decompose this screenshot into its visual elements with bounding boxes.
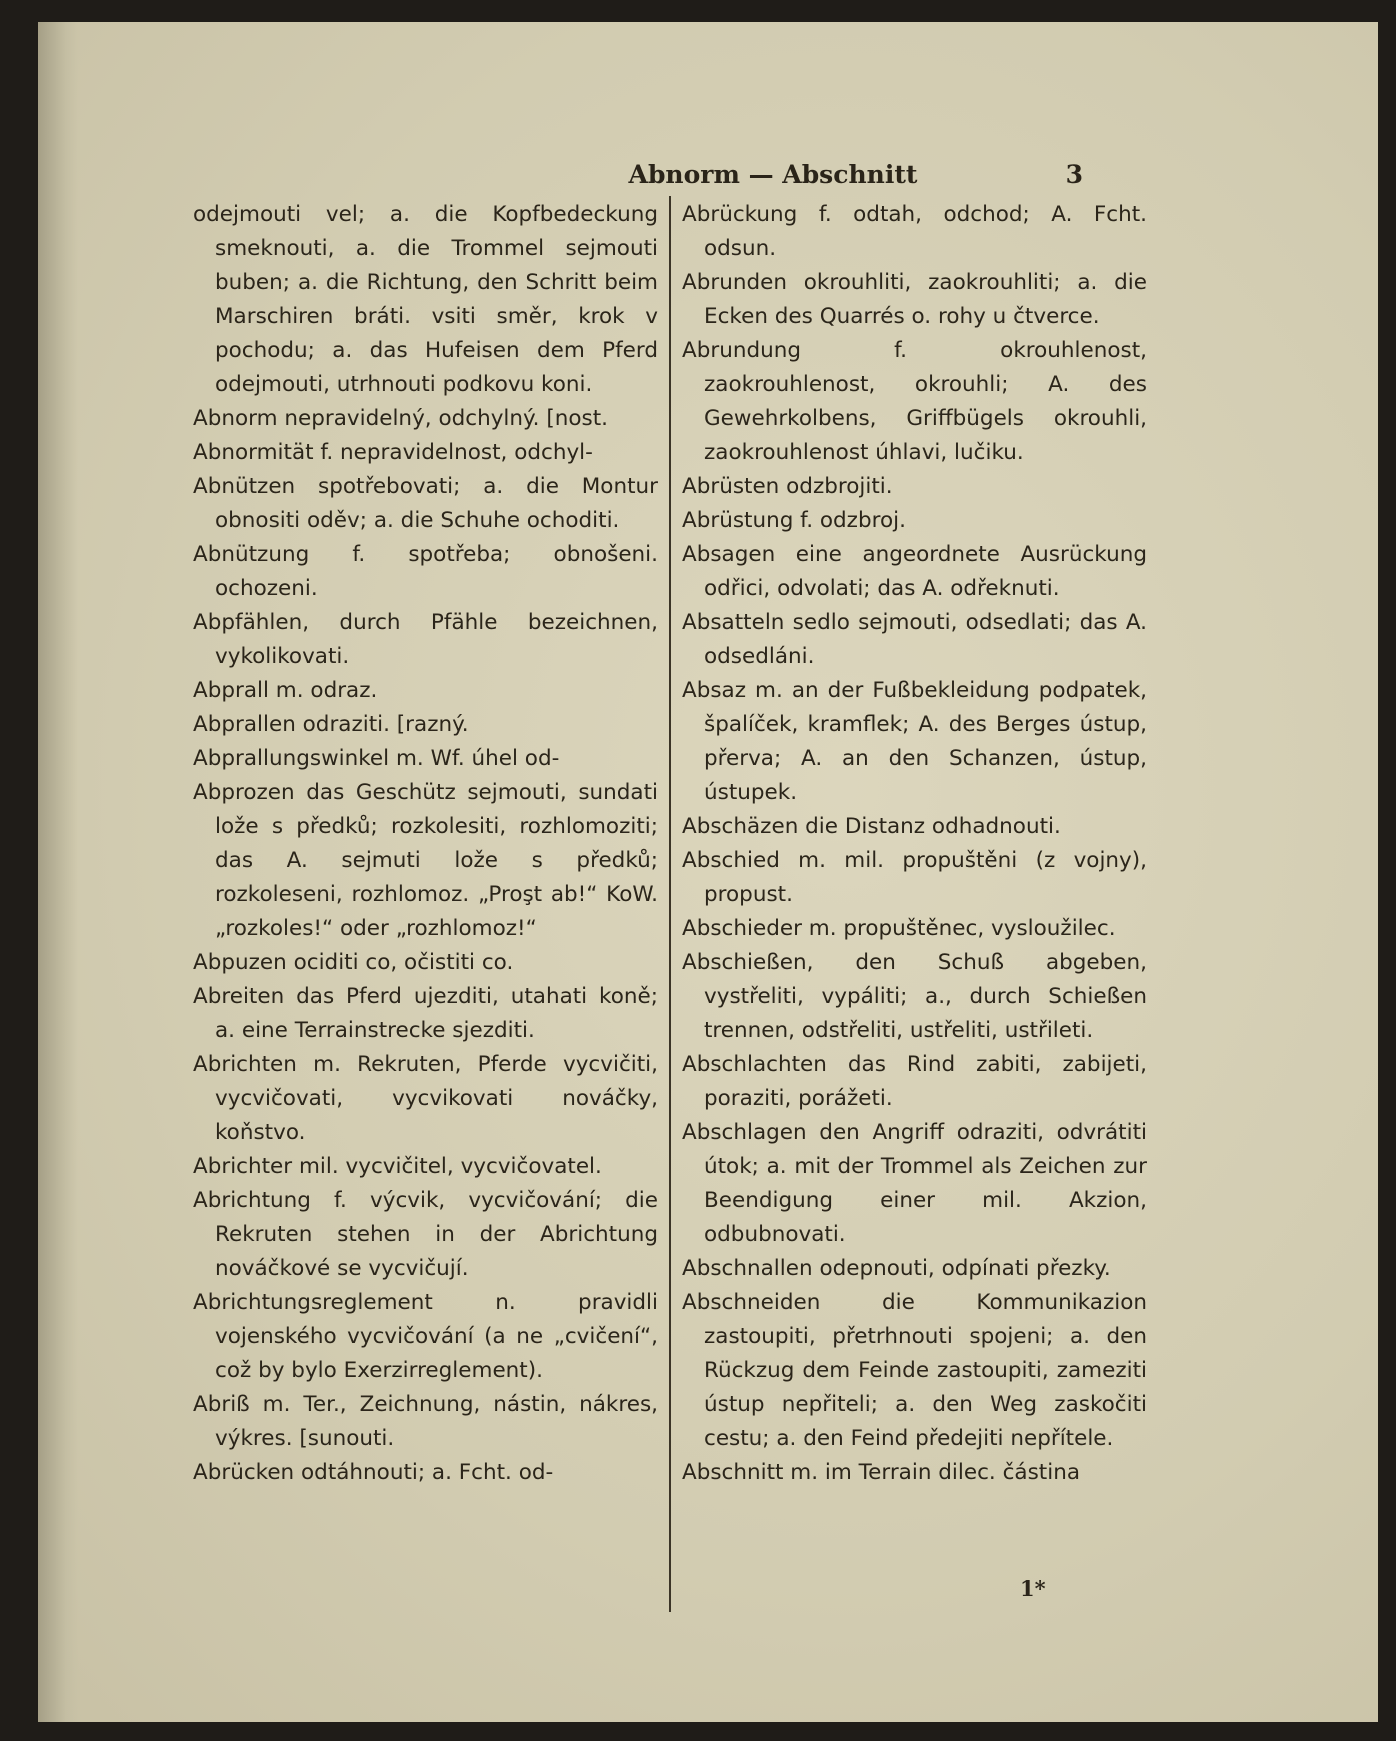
dictionary-entry: Abprall m. odraz. — [193, 678, 378, 703]
dictionary-entry: Abschied m. mil. propuštěni (z vojny), propust. — [682, 848, 1147, 907]
page-title: Abnorm — Abschnitt — [628, 160, 918, 189]
dictionary-entry: Absaz m. an der Fußbekleidung podpatek, špalíček, kramflek; A. des Berges ústup, přerva; A. an den Schanzen, ústup, ústupek. — [682, 678, 1147, 805]
dictionary-entry: Abrücken odtáhnouti; a. Fcht. od- — [193, 1460, 554, 1485]
dictionary-entry: Abprallen odraziti. [razný. — [193, 712, 469, 737]
dictionary-entry: Abschlagen den Angriff odraziti, odvrátiti útok; a. mit der Trommel als Zeichen zur Beendigung einer mil. Akzion, odbubnovati. — [682, 1120, 1147, 1247]
dictionary-entry: odejmouti vel; a. die Kopfbedeckung smeknouti, a. die Trommel sejmouti buben; a. die Richtung, den Schritt beim Marschiren bráti. vsiti směr, krok v pochodu; a. das Hufeisen dem Pferd odejmouti, utrhnouti podkovu koni. — [193, 202, 658, 397]
dictionary-entry: Abrichtungsreglement n. pravidli vojenského vycvičování (a ne „cvičení“, což by bylo Exerzirreglement). — [193, 1290, 658, 1383]
dictionary-entry: Abschnitt m. im Terrain dilec. částina — [682, 1460, 1080, 1485]
dictionary-entry: Abschnallen odepnouti, odpínati přezky. — [682, 1256, 1111, 1281]
left-column — [193, 198, 658, 1490]
dictionary-entry: Abrundung f. okrouhlenost, zaokrouhlenost, okrouhli; A. des Gewehrkolbens, Griffbügels okrouhli, zaokrouhlenost úhlavi, lučiku. — [682, 338, 1147, 465]
dictionary-entry: Abrunden okrouhliti, zaokrouhliti; a. die Ecken des Quarrés o. rohy u čtverce. — [682, 270, 1147, 329]
right-column — [682, 198, 1147, 1490]
dictionary-entry: Absagen eine angeordnete Ausrückung odřici, odvolati; das A. odřeknuti. — [682, 542, 1147, 601]
printer-signature-mark: 1* — [1020, 1576, 1046, 1601]
dictionary-entry: Abschneiden die Kommunikazion zastoupiti, přetrhnouti spojeni; a. den Rückzug dem Feinde zastoupiti, zameziti ústup nepřiteli; a. den Weg zaskočiti cestu; a. den Feind předejiti nepřítele. — [682, 1290, 1147, 1451]
column-divider — [669, 196, 671, 1612]
dictionary-entry: Abrüstung f. odzbroj. — [682, 508, 906, 533]
running-header — [523, 142, 1083, 192]
dictionary-entry: Abschäzen die Distanz odhadnouti. — [682, 814, 1061, 839]
dictionary-entry: Abrichter mil. vycvičitel, vycvičovatel. — [193, 1154, 602, 1179]
dictionary-entry: Abpuzen ociditi co, očistiti co. — [193, 950, 514, 975]
dictionary-entry: Abrichten m. Rekruten, Pferde vycvičiti, vycvičovati, vycvikovati nováčky, koňstvo. — [193, 1052, 658, 1145]
page-number: 3 — [1065, 160, 1083, 189]
dictionary-entry: Abschlachten das Rind zabiti, zabijeti, poraziti, porážeti. — [682, 1052, 1147, 1111]
dictionary-entry: Abprozen das Geschütz sejmouti, sundati lože s předků; rozkolesiti, rozhlomoziti; das A. sejmuti lože s předků; rozkoleseni, rozhlomoz. „Proşt ab!“ KoW. „rozkoles!“ oder „rozhlomoz!“ — [193, 780, 658, 941]
dictionary-entry: Abnormität f. nepravidelnost, odchyl- — [193, 440, 593, 465]
dictionary-entry: Abschieder m. propuštěnec, vysloužilec. — [682, 916, 1116, 941]
page-spine-shadow — [38, 22, 78, 1722]
dictionary-entry: Absatteln sedlo sejmouti, odsedlati; das A. odsedláni. — [682, 610, 1147, 669]
dictionary-entry: Abpfählen, durch Pfähle bezeichnen, vykolikovati. — [193, 610, 658, 669]
dictionary-entry: Abreiten das Pferd ujezditi, utahati koně; a. eine Terrainstrecke sjezditi. — [193, 984, 658, 1043]
dictionary-entry: Abrichtung f. výcvik, vycvičování; die Rekruten stehen in der Abrichtung nováčkové se vycvičují. — [193, 1188, 658, 1281]
dictionary-entry: Abnützung f. spotřeba; obnošeni. ochozeni. — [193, 542, 658, 601]
dictionary-entry: Abschießen, den Schuß abgeben, vystřeliti, vypáliti; a., durch Schießen trennen, odstřeliti, ustřeliti, ustřileti. — [682, 950, 1147, 1043]
dictionary-entry: Abrückung f. odtah, odchod; A. Fcht. odsun. — [682, 202, 1147, 261]
dictionary-entry: Abrüsten odzbrojiti. — [682, 474, 893, 499]
dictionary-entry: Abriß m. Ter., Zeichnung, nástin, nákres, výkres. [sunouti. — [193, 1392, 658, 1451]
dictionary-entry: Abnützen spotřebovati; a. die Montur obnositi oděv; a. die Schuhe ochoditi. — [193, 474, 658, 533]
dictionary-entry: Abnorm nepravidelný, odchylný. [nost. — [193, 406, 608, 431]
dictionary-entry: Abprallungswinkel m. Wf. úhel od- — [193, 746, 560, 771]
